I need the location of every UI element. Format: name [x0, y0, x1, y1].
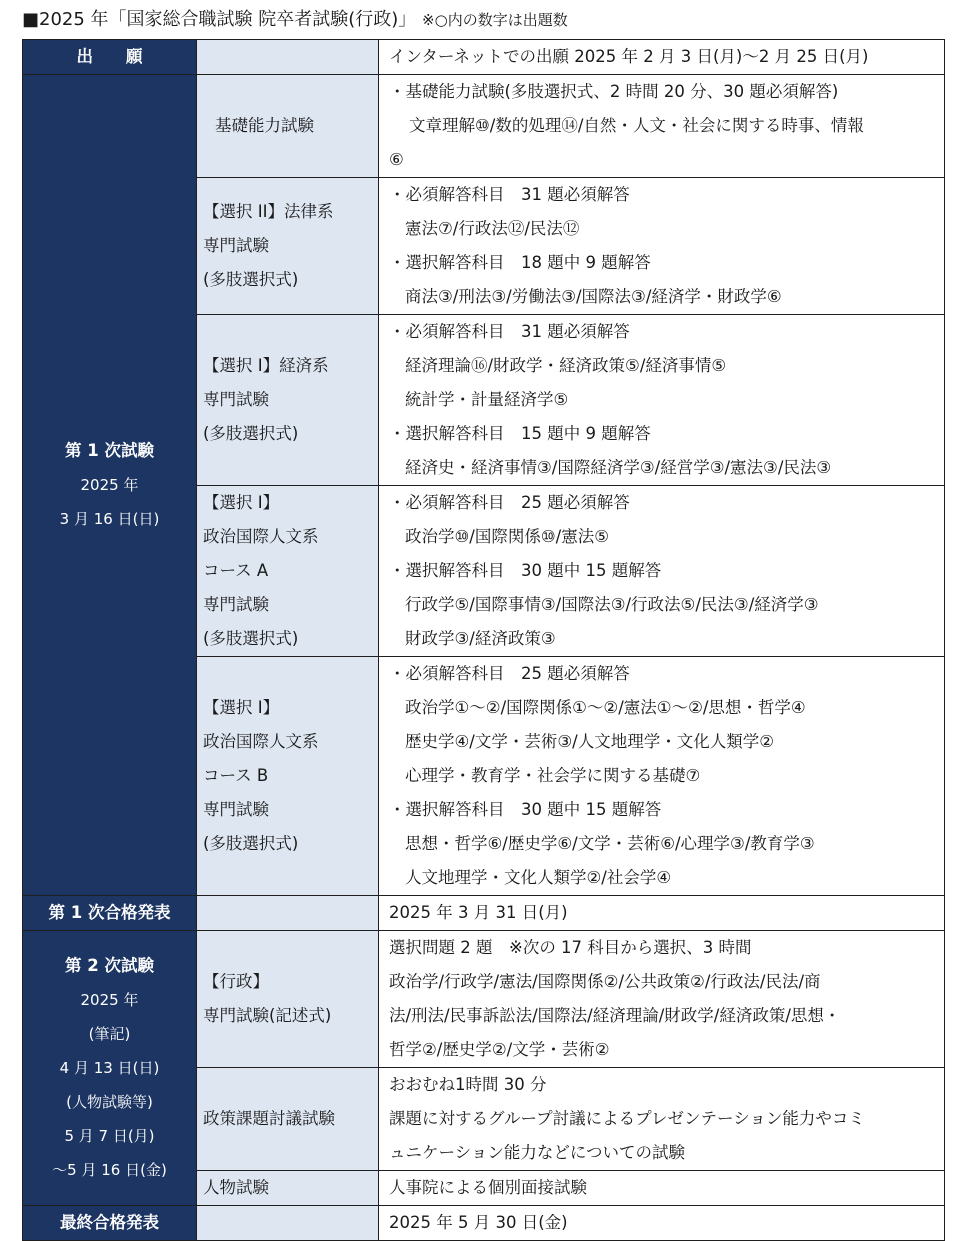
application-blank-cell	[197, 40, 379, 75]
final-pass-content: 2025 年 5 月 30 日(金)	[379, 1206, 945, 1241]
section-content-economics: ・必須解答科目 31 題必須解答 経済理論⑯/財政学・経済政策⑤/経済事情⑤ 統計学・計量経済学⑤ ・選択解答科目 15 題中 9 題解答 経済史・経済事情③/国際経済学③/経営学③/憲法③/民法③	[379, 315, 945, 486]
second-exam-label: 第 2 次試験	[65, 956, 154, 975]
section-content-basic: ・基礎能力試験(多肢選択式、2 時間 20 分、30 題必須解答) 文章理解⑩/数的処理⑭/自然・人文・社会に関する時事、情報 ⑥	[379, 75, 945, 178]
section-label-course-b: 【選択 I】 政治国際人文系 コース B 専門試験 (多肢選択式)	[197, 657, 379, 896]
second-exam-year: 2025 年	[80, 991, 139, 1009]
final-pass-blank-cell	[197, 1206, 379, 1241]
section-label-policy-discussion: 政策課題討議試験	[197, 1068, 379, 1171]
section-content-course-b: ・必須解答科目 25 題必須解答 政治学①～②/国際関係①～②/憲法①～②/思想・哲学④ 歴史学④/文学・芸術③/人文地理学・文化人類学② 心理学・教育学・社会学に関する基礎⑦ ・選択解答科目 30 題中 15 題解答 思想・哲学⑥/歴史学⑥/文学・芸術⑥/心理学③/教育学③ 人文地理学・文化人類学②/社会学④	[379, 657, 945, 896]
section-content-course-a: ・必須解答科目 25 題必須解答 政治学⑩/国際関係⑩/憲法⑤ ・選択解答科目 30 題中 15 題解答 行政学⑤/国際事情③/国際法③/行政法⑤/民法③/経済学③ 財政学③/経済政策③	[379, 486, 945, 657]
second-exam-interview: (人物試験等)	[66, 1093, 153, 1111]
section-content-interview: 人事院による個別面接試験	[379, 1171, 945, 1206]
section-label-economics: 【選択 I】経済系 専門試験 (多肢選択式)	[197, 315, 379, 486]
row-final-pass	[23, 1206, 945, 1241]
final-pass-label: 最終合格発表	[23, 1206, 197, 1241]
first-exam-label: 第 1 次試験	[65, 441, 154, 460]
application-label: 出 願	[23, 40, 197, 75]
section-content-policy-discussion: おおむね1時間 30 分 課題に対するグループ討議によるプレゼンテーション能力やコミ ュニケーション能力などについての試験	[379, 1068, 945, 1171]
second-exam-label-cell	[23, 931, 197, 1206]
second-exam-written-date: 4 月 13 日(日)	[59, 1059, 160, 1077]
second-exam-interview-date: 5 月 7 日(月)	[64, 1127, 155, 1145]
section-label-administration: 【行政】 専門試験(記述式)	[197, 931, 379, 1068]
row-first-pass	[23, 896, 945, 931]
row-basic-ability	[23, 75, 945, 178]
first-pass-label: 第 1 次合格発表	[23, 896, 197, 931]
row-administration	[23, 931, 945, 1068]
first-exam-date: 3 月 16 日(日)	[59, 510, 160, 528]
page-heading	[22, 6, 568, 34]
application-content: インターネットでの出願 2025 年 2 月 3 日(月)～2 月 25 日(月)	[379, 40, 945, 75]
second-exam-interview-end: ～5 月 16 日(金)	[52, 1161, 167, 1179]
section-label-basic: 基礎能力試験	[197, 75, 379, 178]
first-exam-year: 2025 年	[80, 476, 139, 494]
first-pass-content: 2025 年 3 月 31 日(月)	[379, 896, 945, 931]
section-label-course-a: 【選択 I】 政治国際人文系 コース A 専門試験 (多肢選択式)	[197, 486, 379, 657]
heading-note: ※○内の数字は出題数	[422, 11, 568, 29]
row-application	[23, 40, 945, 75]
section-label-interview: 人物試験	[197, 1171, 379, 1206]
first-exam-label-cell	[23, 75, 197, 896]
heading-title: ■2025 年「国家総合職試験 院卒者試験(行政)」	[22, 9, 417, 30]
section-content-administration: 選択問題 2 題 ※次の 17 科目から選択、3 時間 政治学/行政学/憲法/国際関係②/公共政策②/行政法/民法/商 法/刑法/民事訴訟法/国際法/経済理論/財政学/経済政策/思想・ 哲学②/歴史学②/文学・芸術②	[379, 931, 945, 1068]
section-content-law: ・必須解答科目 31 題必須解答 憲法⑦/行政法⑫/民法⑫ ・選択解答科目 18 題中 9 題解答 商法③/刑法③/労働法③/国際法③/経済学・財政学⑥	[379, 178, 945, 315]
second-exam-written: (筆記)	[88, 1025, 131, 1043]
section-label-law: 【選択 II】法律系 専門試験 (多肢選択式)	[197, 178, 379, 315]
exam-schedule-table	[22, 39, 945, 1241]
first-pass-blank-cell	[197, 896, 379, 931]
